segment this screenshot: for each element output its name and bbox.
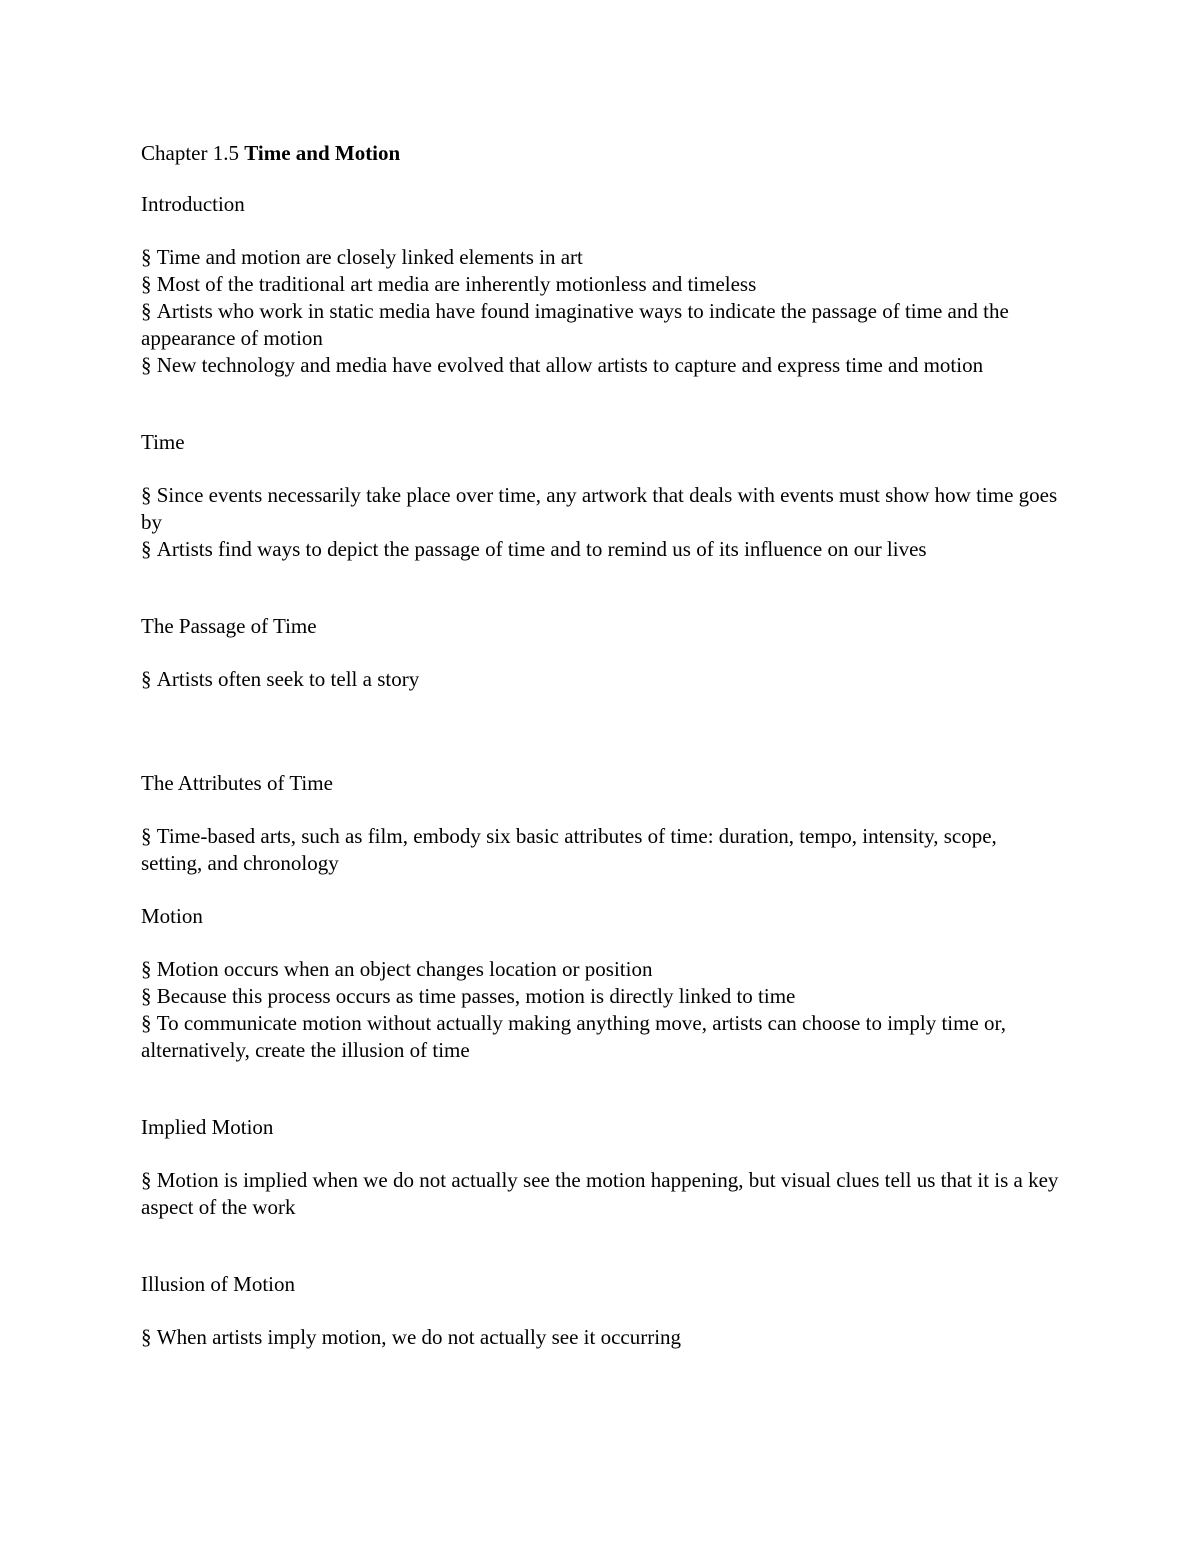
bullet-list-time bbox=[141, 482, 1061, 563]
document-page bbox=[141, 140, 1061, 1351]
bullet-marker: § bbox=[141, 667, 157, 691]
list-item: § Motion occurs when an object changes location or position bbox=[141, 957, 653, 981]
list-item: § Because this process occurs as time passes, motion is directly linked to time bbox=[141, 984, 796, 1008]
bullet-marker: § bbox=[141, 299, 157, 323]
section-heading-time: Time bbox=[141, 430, 185, 454]
section-heading-attributes-of-time: The Attributes of Time bbox=[141, 771, 333, 795]
list-item: § Artists often seek to tell a story bbox=[141, 667, 420, 691]
list-item: § Most of the traditional art media are inherently motionless and timeless bbox=[141, 272, 757, 296]
section-heading-illusion-of-motion: Illusion of Motion bbox=[141, 1272, 296, 1296]
bullet-list-motion bbox=[141, 956, 1061, 1064]
bullet-marker: § bbox=[141, 353, 157, 377]
bullet-marker: § bbox=[141, 1168, 157, 1192]
list-item: § When artists imply motion, we do not actually see it occurring bbox=[141, 1325, 682, 1349]
document-title bbox=[141, 140, 1061, 167]
bullet-marker: § bbox=[141, 824, 157, 848]
bullet-marker: § bbox=[141, 537, 157, 561]
section-heading-passage-of-time: The Passage of Time bbox=[141, 614, 317, 638]
bullet-list-implied-motion bbox=[141, 1167, 1061, 1221]
list-item: § New technology and media have evolved that allow artists to capture and express time and motion bbox=[141, 353, 984, 377]
bullet-list-introduction bbox=[141, 244, 1061, 379]
bullet-marker: § bbox=[141, 272, 157, 296]
bullet-marker: § bbox=[141, 1011, 157, 1035]
bullet-marker: § bbox=[141, 1325, 157, 1349]
bullet-list-passage-of-time bbox=[141, 666, 1061, 693]
bullet-marker: § bbox=[141, 483, 157, 507]
section-heading-implied-motion: Implied Motion bbox=[141, 1115, 274, 1139]
list-item: § Time and motion are closely linked elements in art bbox=[141, 245, 583, 269]
bullet-marker: § bbox=[141, 957, 157, 981]
section-heading-motion: Motion bbox=[141, 904, 203, 928]
bullet-list-attributes-of-time bbox=[141, 823, 1061, 877]
title-bold: Time and Motion bbox=[244, 141, 401, 165]
bullet-marker: § bbox=[141, 984, 157, 1008]
list-item: § Since events necessarily take place over time, any artwork that deals with events must show how time goes by bbox=[141, 483, 1058, 534]
list-item: § Time-based arts, such as film, embody six basic attributes of time: duration, tempo, intensity, scope, setting, and chronology bbox=[141, 824, 997, 875]
title-prefix: Chapter 1.5 bbox=[141, 141, 245, 165]
list-item: § To communicate motion without actually making anything move, artists can choose to imply time or, alternatively, create the illusion of time bbox=[141, 1011, 1006, 1062]
list-item: § Artists find ways to depict the passage of time and to remind us of its influence on our lives bbox=[141, 537, 927, 561]
section-heading-introduction: Introduction bbox=[141, 192, 245, 216]
list-item: § Artists who work in static media have found imaginative ways to indicate the passage of time and the appearance of motion bbox=[141, 299, 1009, 350]
bullet-list-illusion-of-motion bbox=[141, 1324, 1061, 1351]
bullet-marker: § bbox=[141, 245, 157, 269]
list-item: § Motion is implied when we do not actually see the motion happening, but visual clues tell us that it is a key aspect of the work bbox=[141, 1168, 1059, 1219]
